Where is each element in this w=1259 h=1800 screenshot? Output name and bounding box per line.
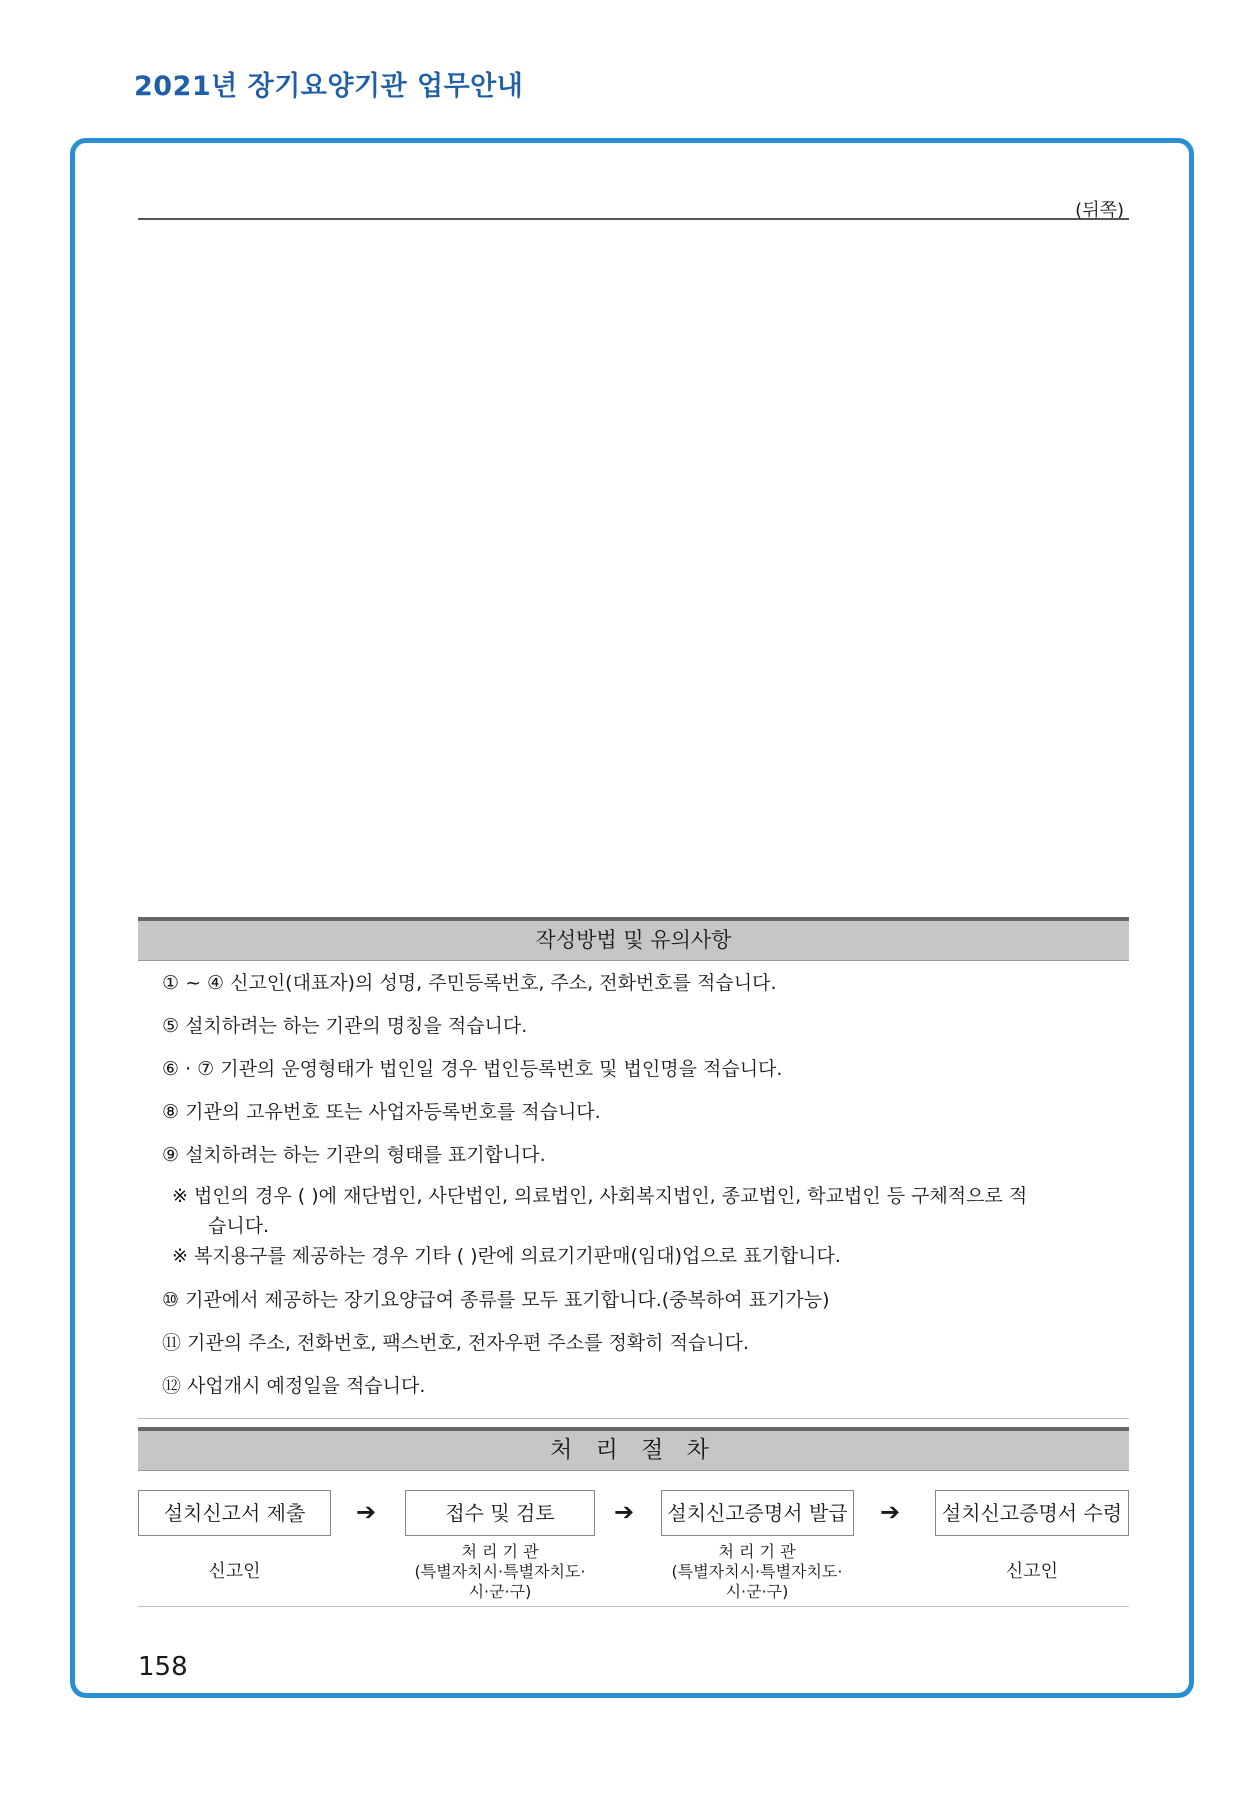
instruction-note: ※ 복지용구를 제공하는 경우 기타 ( )란에 의료기기판매(임대)업으로 표기합니다. [172, 1245, 841, 1267]
arrow-right-icon: ➔ [880, 1498, 901, 1526]
procedure-heading: 처 리 절 차 [138, 1427, 1129, 1471]
step-submit-box: 설치신고서 제출 [138, 1490, 331, 1536]
instruction-note-line: ※ 법인의 경우 ( )에 재단법인, 사단법인, 의료법인, 사회복지법인, 종교법인, 학교법인 등 구체적으로 적 [172, 1185, 1028, 1207]
arrow-right-icon: ➔ [356, 1498, 377, 1526]
step-receive-box: 설치신고증명서 수령 [935, 1490, 1129, 1536]
instruction-note [162, 1181, 1122, 1241]
procedure-divider [138, 1606, 1129, 1607]
step-caption: 신고인 [1005, 1561, 1059, 1582]
instruction-item: ⑪ 기관의 주소, 전화번호, 팩스번호, 전자우편 주소를 정확히 적습니다. [162, 1332, 750, 1354]
arrow-right-icon: ➔ [614, 1498, 635, 1526]
step-caption-line: 처 리 기 관 [461, 1542, 539, 1561]
step-review-box: 접수 및 검토 [405, 1490, 595, 1536]
instruction-item: ① ~ ④ 신고인(대표자)의 성명, 주민등록번호, 주소, 전화번호를 적습니다. [162, 972, 777, 994]
instructions-heading: 작성방법 및 유의사항 [138, 917, 1129, 961]
step-issue-box: 설치신고증명서 발급 [661, 1490, 854, 1536]
page-number: 158 [138, 1652, 188, 1682]
step-caption-line: 시·군·구) [725, 1582, 789, 1601]
document-header-title: 2021년 장기요양기관 업무안내 [134, 71, 524, 102]
instruction-item: ⑨ 설치하려는 하는 기관의 형태를 표기합니다. [162, 1144, 546, 1166]
step-caption-line: (특별자치시·특별자치도· [414, 1562, 586, 1581]
step-caption: 신고인 [208, 1561, 261, 1582]
instruction-item: ⑫ 사업개시 예정일을 적습니다. [162, 1375, 426, 1397]
instruction-item: ⑧ 기관의 고유번호 또는 사업자등록번호를 적습니다. [162, 1101, 601, 1123]
step-caption-line: 처 리 기 관 [718, 1542, 796, 1561]
instruction-item: ⑤ 설치하려는 하는 기관의 명칭을 적습니다. [162, 1015, 528, 1037]
instruction-note-line: 습니다. [208, 1215, 270, 1237]
step-caption-line: 시·군·구) [468, 1582, 532, 1601]
step-caption [642, 1542, 872, 1602]
instructions-divider [138, 1418, 1129, 1419]
step-caption-line: (특별자치시·특별자치도· [671, 1562, 843, 1581]
page-side-label: (뒤쪽) [1075, 200, 1124, 221]
instruction-item: ⑩ 기관에서 제공하는 장기요양급여 종류를 모두 표기합니다.(중복하여 표기가능) [162, 1289, 830, 1311]
top-divider [138, 218, 1129, 220]
instructions-list [162, 962, 1122, 1408]
step-caption [385, 1542, 615, 1602]
instruction-item: ⑥ · ⑦ 기관의 운영형태가 법인일 경우 법인등록번호 및 법인명을 적습니다. [162, 1058, 783, 1080]
